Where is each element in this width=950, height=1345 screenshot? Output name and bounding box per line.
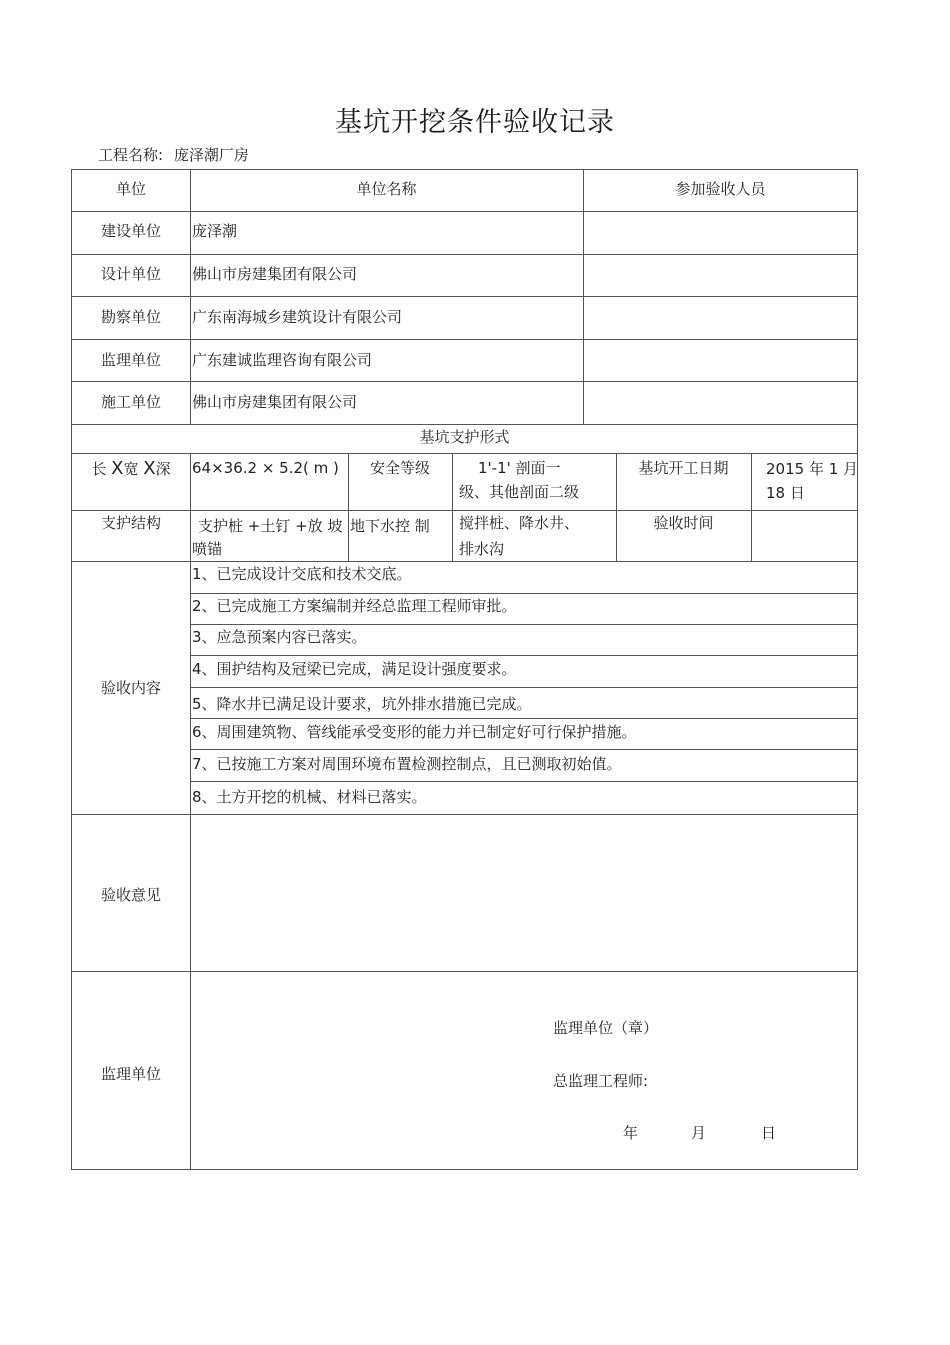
header-unit-name: 单位名称 [356, 180, 417, 198]
content-label: 验收内容 [100, 679, 161, 697]
unit-role: 勘察单位 [100, 308, 161, 326]
page-title: 基坑开挖条件验收记录 [335, 107, 615, 138]
dimensions-label [71, 457, 191, 481]
content-item: 6、周围建筑物、管线能承受变形的能力并已制定好可行保护措施。 [192, 723, 637, 741]
supervision-label: 监理单位 [100, 1065, 161, 1083]
unit-name: 广东建诚监理咨询有限公司 [192, 351, 373, 369]
start-date-line2: 18 日 [766, 484, 805, 502]
content-item: 5、降水井已满足设计要求，坑外排水措施已完成。 [192, 695, 532, 713]
header-unit: 单位 [115, 180, 146, 198]
content-item: 8、土方开挖的机械、材料已落实。 [192, 788, 427, 806]
grid-line [190, 718, 858, 719]
grid-line [190, 749, 858, 750]
safety-level-label: 安全等级 [369, 459, 430, 477]
content-item: 4、围护结构及冠梁已完成，满足设计强度要求。 [192, 660, 517, 678]
opinion-value[interactable] [196, 822, 846, 962]
dim-x-mark: X [111, 458, 124, 479]
unit-name: 佛山市房建集团有限公司 [192, 393, 358, 411]
content-item: 2、已完成施工方案编制并经总监理工程师审批。 [192, 597, 517, 615]
structure-value-line2: 喷锚 [192, 540, 223, 558]
supervision-day: 日 [761, 1124, 777, 1142]
dim-length-label: 长 [91, 460, 107, 478]
unit-role: 建设单位 [100, 222, 161, 240]
dim-x-mark: X [143, 458, 156, 479]
accept-time-label: 验收时间 [653, 514, 714, 532]
grid-line [190, 655, 858, 656]
content-item: 7、已按施工方案对周围环境布置检测控制点，且已测取初始值。 [192, 755, 622, 773]
unit-role: 施工单位 [100, 393, 161, 411]
grid-line [71, 814, 858, 815]
grid-line [452, 453, 453, 561]
start-date-line1: 2015 年 1 月 [766, 460, 859, 478]
grid-line [190, 781, 858, 782]
safety-level-line1: 1'-1' 剖面一 [478, 459, 561, 477]
dim-width-label: 宽 [123, 460, 139, 478]
grid-line [857, 169, 858, 1170]
start-date-label: 基坑开工日期 [638, 459, 729, 477]
structure-label: 支护结构 [100, 514, 161, 532]
groundwater-line1: 搅拌桩、降水井、 [459, 514, 580, 532]
project-value: 庞泽潮厂房 [173, 146, 249, 164]
unit-role: 设计单位 [100, 265, 161, 283]
opinion-label: 验收意见 [100, 886, 161, 904]
unit-role: 监理单位 [100, 351, 161, 369]
content-item: 1、已完成设计交底和技术交底。 [192, 565, 412, 583]
unit-name: 庞泽潮 [192, 222, 238, 240]
supervision-year: 年 [623, 1124, 639, 1142]
grid-line [190, 169, 191, 424]
safety-level-line2: 级、其他剖面二级 [459, 483, 580, 501]
grid-line [190, 687, 858, 688]
dimensions-value: 64×36.2 × 5.2( m ) [192, 459, 339, 477]
dim-depth-label: 深 [155, 460, 171, 478]
grid-line [71, 971, 858, 972]
supervision-engineer: 总监理工程师: [553, 1072, 649, 1090]
project-label: 工程名称: [98, 146, 164, 164]
content-item: 3、应急预案内容已落实。 [192, 628, 367, 646]
supervision-seal: 监理单位（章） [553, 1019, 659, 1037]
grid-line [751, 453, 752, 561]
unit-name: 广东南海城乡建筑设计有限公司 [192, 308, 403, 326]
grid-line [583, 169, 584, 424]
supervision-month: 月 [691, 1124, 707, 1142]
header-participants: 参加验收人员 [675, 180, 766, 198]
groundwater-label: 地下水控 制 [350, 517, 430, 535]
unit-name: 佛山市房建集团有限公司 [192, 265, 358, 283]
support-section-title: 基坑支护形式 [419, 428, 510, 446]
groundwater-line2: 排水沟 [459, 540, 505, 558]
project-name [98, 144, 249, 165]
structure-value-line1: 支护桩 +土钉 +放 坡 [198, 517, 343, 535]
